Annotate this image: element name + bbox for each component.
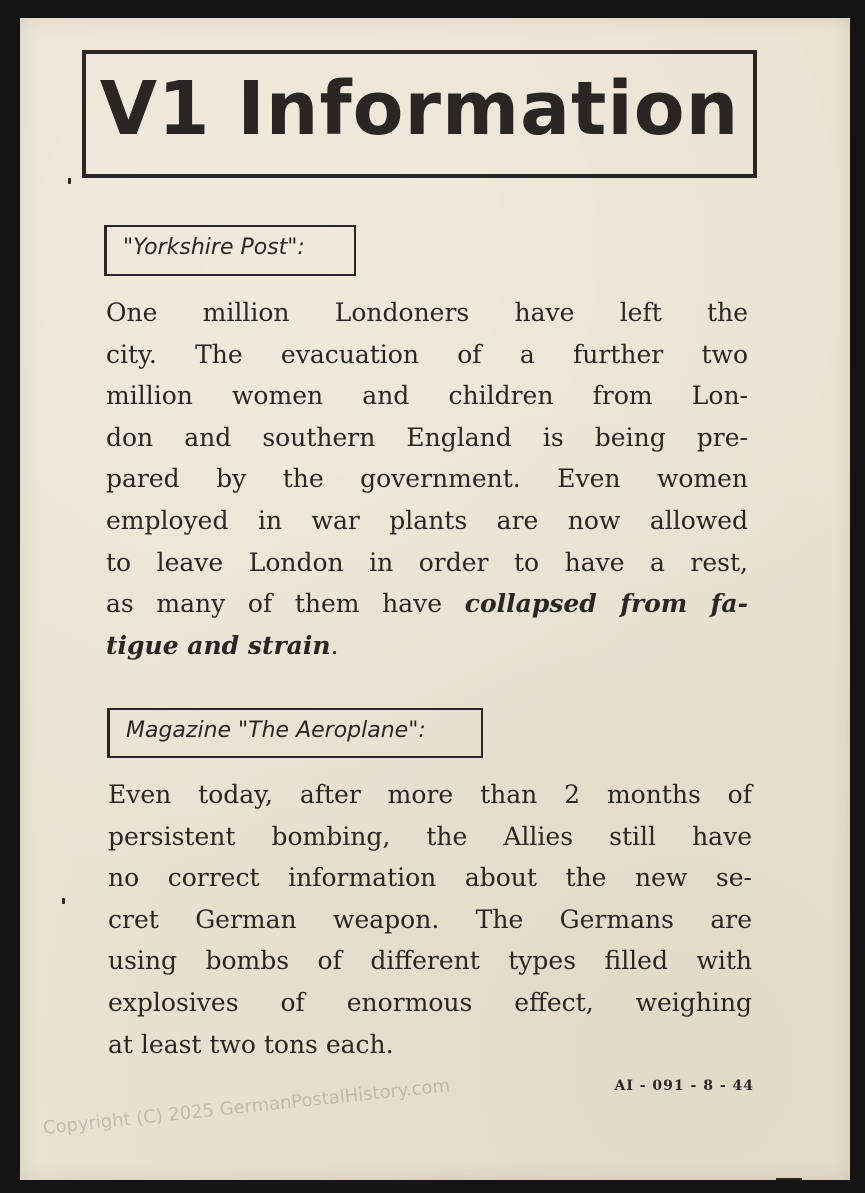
source-label-the-aeroplane: Magazine "The Aeroplane":: [107, 708, 483, 758]
text-line: [106, 625, 748, 667]
copyright-watermark: Copyright (C) 2025 GermanPostalHistory.com: [42, 1075, 451, 1139]
text-line: employed in war plants are now allowed: [106, 505, 748, 535]
text-line: persistent bombing, the Allies still have: [108, 821, 752, 851]
edge-mark: [776, 1178, 802, 1180]
title-box: [82, 50, 757, 178]
source-label-yorkshire-post: "Yorkshire Post":: [104, 225, 356, 276]
paragraph-the-aeroplane: [108, 774, 752, 1065]
text-plain: as many of them have: [106, 589, 465, 619]
text-line: using bombs of different types filled with: [108, 946, 752, 976]
text-line: at least two tons each.: [108, 1029, 394, 1059]
text-line: don and southern England is being pre-: [106, 422, 748, 452]
text-line: to leave London in order to have a rest,: [106, 547, 748, 577]
text-line: city. The evacuation of a further two: [106, 339, 748, 369]
text-line: million women and children from Lon-: [106, 381, 748, 411]
leaflet-code: AI - 091 - 8 - 44: [614, 1078, 754, 1094]
text-line: One million Londoners have left the: [106, 298, 748, 327]
text-emphasis: collapsed from fa-: [464, 589, 748, 619]
paper-speck: [68, 178, 71, 184]
text-plain: .: [330, 630, 339, 660]
text-line: Even today, after more than 2 months of: [108, 780, 752, 809]
paragraph-yorkshire-post: [106, 292, 748, 666]
text-line: cret German weapon. The Germans are: [108, 904, 752, 934]
text-line: no correct information about the new se-: [108, 863, 752, 893]
leaflet-sheet: [20, 18, 850, 1180]
paper-speck: [62, 898, 65, 904]
text-line: pared by the government. Even women: [106, 464, 748, 494]
page-title: V1 Information: [99, 66, 740, 152]
text-line: explosives of enormous effect, weighing: [108, 987, 752, 1017]
text-emphasis: tigue and strain: [106, 630, 331, 660]
text-line: [106, 583, 748, 625]
